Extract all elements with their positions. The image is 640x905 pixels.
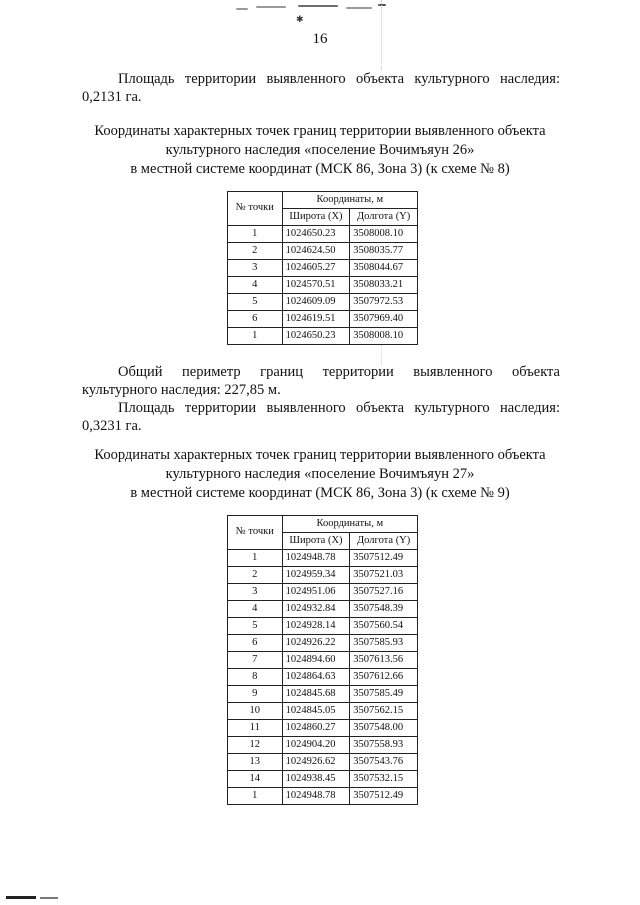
longitude-cell: 3508044.67	[350, 260, 418, 277]
table-row	[228, 601, 418, 618]
table-row	[228, 635, 418, 652]
point-number-cell: 2	[228, 567, 283, 584]
point-number-cell: 7	[228, 652, 283, 669]
scan-edge-mark	[6, 896, 36, 899]
latitude-cell: 1024650.23	[282, 328, 350, 345]
latitude-cell: 1024570.51	[282, 277, 350, 294]
header-coordinates: Координаты, м	[282, 192, 417, 209]
latitude-cell: 1024650.23	[282, 226, 350, 243]
latitude-cell: 1024609.09	[282, 294, 350, 311]
page-number: 16	[312, 31, 328, 47]
area-paragraph-1	[82, 70, 560, 106]
point-number-cell: 6	[228, 635, 283, 652]
latitude-cell: 1024926.62	[282, 754, 350, 771]
header-longitude-y: Долгота (Y)	[350, 533, 418, 550]
latitude-cell: 1024948.78	[282, 550, 350, 567]
point-number-cell: 9	[228, 686, 283, 703]
paragraph-text: Общий периметр границ территории выявленного объекта	[118, 364, 560, 380]
longitude-cell: 3508008.10	[350, 328, 418, 345]
point-number-cell: 14	[228, 771, 283, 788]
point-number-cell: 1	[228, 226, 283, 243]
table-row	[228, 277, 418, 294]
longitude-cell: 3508033.21	[350, 277, 418, 294]
table-row	[228, 618, 418, 635]
latitude-cell: 1024904.20	[282, 737, 350, 754]
scan-artifact	[236, 2, 396, 20]
heading-line: культурного наследия «поселение Вочимъяун 26»	[165, 142, 475, 158]
longitude-cell: 3507969.40	[350, 311, 418, 328]
latitude-cell: 1024932.84	[282, 601, 350, 618]
point-number-cell: 1	[228, 328, 283, 345]
point-number-cell: 1	[228, 788, 283, 805]
header-longitude-y: Долгота (Y)	[350, 209, 418, 226]
table-row	[228, 771, 418, 788]
point-number-cell: 6	[228, 311, 283, 328]
point-number-cell: 4	[228, 601, 283, 618]
latitude-cell: 1024948.78	[282, 788, 350, 805]
point-number-cell: 1	[228, 550, 283, 567]
header-point-number: № точки	[228, 192, 283, 226]
table-row	[228, 294, 418, 311]
table-row	[228, 652, 418, 669]
longitude-cell: 3507548.00	[350, 720, 418, 737]
latitude-cell: 1024938.45	[282, 771, 350, 788]
table-row	[228, 669, 418, 686]
heading-line: в местной системе координат (МСК 86, Зона 3) (к схеме № 8)	[130, 161, 510, 177]
perimeter-paragraph	[82, 363, 560, 399]
table-row	[228, 328, 418, 345]
longitude-cell: 3507521.03	[350, 567, 418, 584]
point-number-cell: 11	[228, 720, 283, 737]
table-row	[228, 754, 418, 771]
point-number-cell: 4	[228, 277, 283, 294]
point-number-cell: 5	[228, 294, 283, 311]
table-row	[228, 311, 418, 328]
table-row	[228, 737, 418, 754]
point-number-cell: 5	[228, 618, 283, 635]
table-row	[228, 226, 418, 243]
point-number-cell: 3	[228, 260, 283, 277]
longitude-cell: 3507560.54	[350, 618, 418, 635]
latitude-cell: 1024926.22	[282, 635, 350, 652]
table-row	[228, 260, 418, 277]
paragraph-text: Площадь территории выявленного объекта культурного наследия:	[118, 400, 560, 416]
section-heading-2	[70, 446, 570, 503]
longitude-cell: 3507613.56	[350, 652, 418, 669]
heading-line: Координаты характерных точек границ территории выявленного объекта	[94, 447, 546, 463]
longitude-cell: 3507972.53	[350, 294, 418, 311]
paragraph-text: Площадь территории выявленного объекта культурного наследия:	[118, 71, 560, 87]
paragraph-text: 0,2131 га.	[82, 89, 142, 105]
longitude-cell: 3507585.49	[350, 686, 418, 703]
latitude-cell: 1024928.14	[282, 618, 350, 635]
longitude-cell: 3507532.15	[350, 771, 418, 788]
coordinates-table-1	[227, 191, 418, 345]
table-row	[228, 550, 418, 567]
longitude-cell: 3507612.66	[350, 669, 418, 686]
table-row	[228, 686, 418, 703]
longitude-cell: 3507562.15	[350, 703, 418, 720]
header-latitude-x: Широта (X)	[282, 209, 350, 226]
header-coordinates: Координаты, м	[282, 516, 417, 533]
longitude-cell: 3507512.49	[350, 788, 418, 805]
point-number-cell: 10	[228, 703, 283, 720]
table-row	[228, 243, 418, 260]
point-number-cell: 3	[228, 584, 283, 601]
paragraph-text: культурного наследия: 227,85 м.	[82, 382, 281, 398]
latitude-cell: 1024619.51	[282, 311, 350, 328]
longitude-cell: 3507527.16	[350, 584, 418, 601]
area-paragraph-2	[82, 399, 560, 435]
point-number-cell: 12	[228, 737, 283, 754]
latitude-cell: 1024864.63	[282, 669, 350, 686]
longitude-cell: 3507543.76	[350, 754, 418, 771]
scan-fold-line	[381, 345, 382, 365]
section-heading-1	[70, 122, 570, 179]
longitude-cell: 3508008.10	[350, 226, 418, 243]
heading-line: культурного наследия «поселение Вочимъяун 27»	[165, 466, 475, 482]
latitude-cell: 1024845.05	[282, 703, 350, 720]
table-row	[228, 567, 418, 584]
point-number-cell: 2	[228, 243, 283, 260]
latitude-cell: 1024845.68	[282, 686, 350, 703]
table-row	[228, 584, 418, 601]
longitude-cell: 3507558.93	[350, 737, 418, 754]
latitude-cell: 1024951.06	[282, 584, 350, 601]
latitude-cell: 1024605.27	[282, 260, 350, 277]
heading-line: в местной системе координат (МСК 86, Зона 3) (к схеме № 9)	[130, 485, 510, 501]
latitude-cell: 1024959.34	[282, 567, 350, 584]
heading-line: Координаты характерных точек границ территории выявленного объекта	[94, 123, 546, 139]
paragraph-text: 0,3231 га.	[82, 418, 142, 434]
coordinates-table-2	[227, 515, 418, 805]
scan-speck-icon: ✱	[296, 14, 304, 24]
longitude-cell: 3507548.39	[350, 601, 418, 618]
table-row	[228, 720, 418, 737]
point-number-cell: 13	[228, 754, 283, 771]
scan-edge-mark	[40, 897, 58, 899]
header-point-number: № точки	[228, 516, 283, 550]
table-row	[228, 788, 418, 805]
table-row	[228, 703, 418, 720]
latitude-cell: 1024860.27	[282, 720, 350, 737]
latitude-cell: 1024894.60	[282, 652, 350, 669]
latitude-cell: 1024624.50	[282, 243, 350, 260]
longitude-cell: 3507585.93	[350, 635, 418, 652]
header-latitude-x: Широта (X)	[282, 533, 350, 550]
point-number-cell: 8	[228, 669, 283, 686]
longitude-cell: 3508035.77	[350, 243, 418, 260]
longitude-cell: 3507512.49	[350, 550, 418, 567]
